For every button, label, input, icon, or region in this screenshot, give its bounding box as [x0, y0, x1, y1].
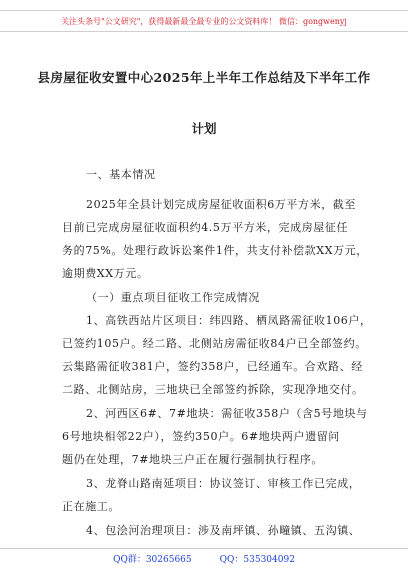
qq-group-text[interactable]: QQ群：30265665 — [113, 554, 192, 565]
body-line: 3、龙脊山路南延项目：协议签订、审核工作已完成， — [86, 477, 361, 490]
body-line: 云集路需征收381户，签约358户，已经通车。合欢路、经 — [62, 360, 363, 373]
body-line: 逾期费XX万元。 — [62, 267, 149, 280]
body-line: 正在施工。 — [62, 500, 120, 513]
body-line: 2、河西区6#、7#地块：需征收358户（含5号地块与 — [86, 407, 368, 420]
contact-footer — [0, 548, 408, 567]
promo-text[interactable]: 关注头条号"公文研究"，获得最新最全最专业的公文资料库！ 微信：gongwenyj — [61, 16, 347, 26]
promo-banner[interactable] — [0, 10, 408, 32]
body-line: 目前已完成房屋征收面积约4.5万平方米，完成房屋征任 — [62, 221, 349, 234]
body-line: 务的75%。处理行政诉讼案件1件，共支付补偿款XX万元， — [62, 244, 368, 257]
body-line: 已签约105户。经二路、北侧站房需征收84户已全部签约。 — [62, 337, 367, 350]
body-line: 6号地块相邻22户），签约350户。6#地块两户遗留问 — [62, 430, 340, 443]
body-line: 1、高铁西站片区项目：纬四路、栖凤路需征收106户， — [86, 314, 372, 327]
subsection-heading: （一）重点项目征收工作完成情况 — [86, 291, 260, 304]
document-title-continued: 计划 — [191, 121, 217, 136]
body-line: 二路、北侧站房，三地块已全部签约拆除，实现净地交付。 — [62, 383, 364, 396]
qq-contact-text[interactable]: QQ：535304092 — [219, 554, 295, 565]
body-line: 题仍在处理，7#地块三户正在履行强制执行程序。 — [62, 453, 324, 466]
section-heading: 一、基本情况 — [86, 168, 156, 181]
body-line: 2025年全县计划完成房屋征收面积6万平方米，截至 — [86, 198, 356, 211]
body-line: 4、包浍河治理项目：涉及南坪镇、孙疃镇、五沟镇、 — [86, 524, 361, 537]
document-title: 县房屋征收安置中心2025年上半年工作总结及下半年工作 — [37, 70, 371, 85]
